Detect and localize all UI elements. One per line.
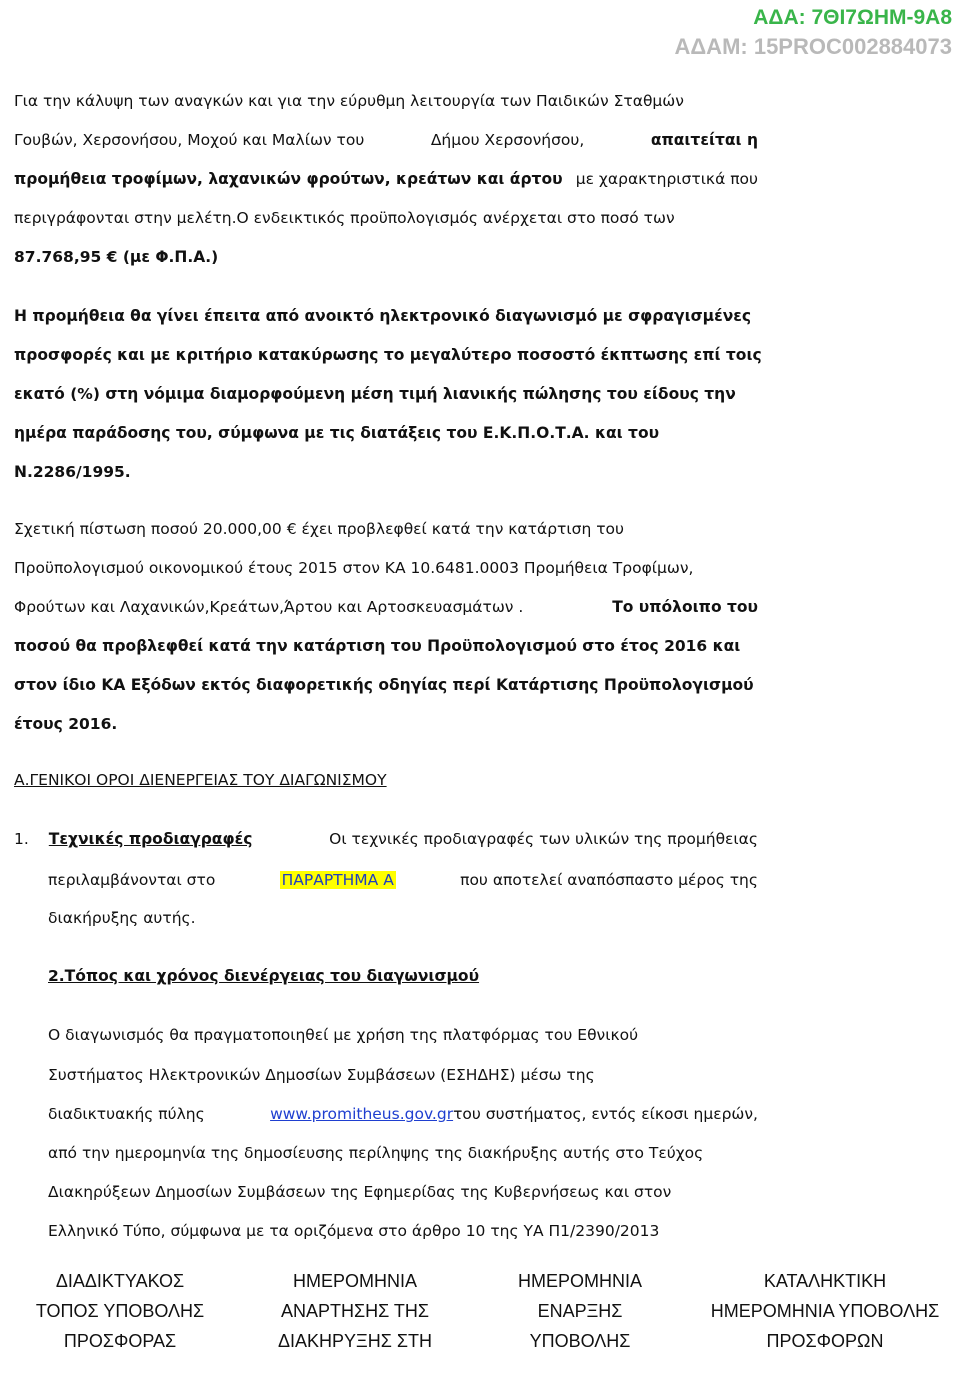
item2-line5: Διακηρύξεων Δημοσίων Συμβάσεων της Εφημερίδας της Κυβερνήσεως και στον — [48, 1183, 672, 1201]
item1-line3: διακήρυξης αυτής. — [48, 909, 196, 927]
para3-line5: στον ίδιο ΚΑ Εξόδων εκτός διαφορετικής οδηγίας περί Κατάρτισης Προϋπολογισμού — [14, 676, 754, 694]
para2-line2: προσφορές και με κριτήριο κατακύρωσης το μεγαλύτερο ποσοστό έκπτωσης επί τοις — [14, 346, 762, 364]
item1-number: 1. — [14, 830, 29, 848]
header-submission-start-date: ΗΜΕΡΟΜΗΝΙΑ ΕΝΑΡΞΗΣ ΥΠΟΒΟΛΗΣ — [517, 1271, 642, 1351]
para3-line2: Προϋπολογισμού οικονομικού έτους 2015 στον ΚΑ 10.6481.0003 Προμήθεια Τροφίμων, — [14, 559, 694, 577]
para2-line1: Η προμήθεια θα γίνει έπειτα από ανοικτό ηλεκτρονικό διαγωνισμό με σφραγισμένες — [14, 307, 752, 325]
item1-title: Τεχνικές προδιαγραφές — [48, 830, 253, 848]
para1-line3: προμήθεια τροφίμων, λαχανικών φρούτων, κρεάτων και άρτου με χαρακτηριστικά που — [14, 170, 758, 188]
item2-line2: Συστήματος Ηλεκτρονικών Δημοσίων Συμβάσεων (ΕΣΗΔΗΣ) μέσω της — [48, 1066, 595, 1084]
section-title: Α.ΓΕΝΙΚΟΙ ΟΡΟΙ ΔΙΕΝΕΡΓΕΙΑΣ ΤΟΥ ΔΙΑΓΩΝΙΣΜΟΥ — [14, 771, 387, 789]
item2-line1: Ο διαγωνισμός θα πραγματοποιηθεί με χρήση της πλατφόρμας του Εθνικού — [48, 1026, 639, 1044]
item2-title: 2.Τόπος και χρόνος διενέργειας του διαγωνισμού — [48, 967, 480, 985]
document-id-stamp — [674, 4, 952, 62]
item1-line1: 1. Τεχνικές προδιαγραφές Οι τεχνικές προδιαγραφές των υλικών της προμήθειας — [14, 830, 758, 848]
para1-line1: Για την κάλυψη των αναγκών και για την εύρυθμη λειτουργία των Παιδικών Σταθμών — [14, 92, 684, 110]
para2-line3: εκατό (%) στη νόμιμα διαμορφούμενη μέση τιμή λιανικής πώλησης του είδους την — [14, 385, 736, 403]
para2-line5: Ν.2286/1995. — [14, 463, 131, 481]
item2-line6: Ελληνικό Τύπο, σύμφωνα με τα οριζόμενα στο άρθρο 10 της ΥΑ Π1/2390/2013 — [48, 1222, 660, 1240]
para3-line6: έτους 2016. — [14, 715, 118, 733]
header-online-submission-place: ΔΙΑΔΙΚΤΥΑΚΟΣ ΤΟΠΟΣ ΥΠΟΒΟΛΗΣ ΠΡΟΣΦΟΡΑΣ — [35, 1271, 205, 1351]
para1-line4: περιγράφονται στην μελέτη.Ο ενδεικτικός προϋπολογισμός ανέρχεται στο ποσό των — [14, 209, 675, 227]
para1-line5: 87.768,95 € (με Φ.Π.Α.) — [14, 248, 219, 266]
para3-line3: Φρούτων και Λαχανικών,Κρεάτων,Άρτου και Αρτοσκευασμάτων . Το υπόλοιπο του — [14, 598, 758, 616]
para3-line4: ποσού θα προβλεφθεί κατά την κατάρτιση του Προϋπολογισμού στο έτος 2016 και — [14, 637, 741, 655]
para1-line2: Γουβών, Χερσονήσου, Μοχού και Μαλίων του Δήμου Χερσονήσου, απαιτείται η — [14, 131, 758, 149]
annex-a-highlight: ΠΑΡΑΡΤΗΜΑ Α — [281, 871, 394, 889]
para3-line1: Σχετική πίστωση ποσού 20.000,00 € έχει προβλεφθεί κατά την κατάρτιση του — [14, 520, 624, 538]
adam-code: ΑΔΑΜ: 15PROC002884073 — [674, 34, 952, 59]
item1-line2: περιλαμβάνονται στο ΠΑΡΑΡΤΗΜΑ Α που αποτελεί αναπόσπαστο μέρος της — [48, 871, 758, 889]
para2-line4: ημέρα παράδοσης του, σύμφωνα με τις διατάξεις του Ε.Κ.Π.Ο.Τ.Α. και του — [14, 424, 660, 442]
ada-code: ΑΔΑ: 7ΘΙ7ΩΗΜ-9Α8 — [753, 6, 952, 29]
promitheus-link[interactable]: www.promitheus.gov.gr — [270, 1105, 454, 1123]
item2-line4: από την ημερομηνία της δημοσίευσης περίληψης της διακήρυξης αυτής στο Τεύχος — [48, 1144, 704, 1162]
header-submission-deadline: ΚΑΤΑΛΗΚΤΙΚΗ ΗΜΕΡΟΜΗΝΙΑ ΥΠΟΒΟΛΗΣ ΠΡΟΣΦΟΡΩΝ — [710, 1271, 940, 1351]
header-publication-date: ΗΜΕΡΟΜΗΝΙΑ ΑΝΑΡΤΗΣΗΣ ΤΗΣ ΔΙΑΚΗΡΥΞΗΣ ΣΤΗ — [278, 1271, 432, 1351]
item2-line3: διαδικτυακής πύλης www.promitheus.gov.gr του συστήματος, εντός είκοσι ημερών, — [48, 1105, 758, 1123]
